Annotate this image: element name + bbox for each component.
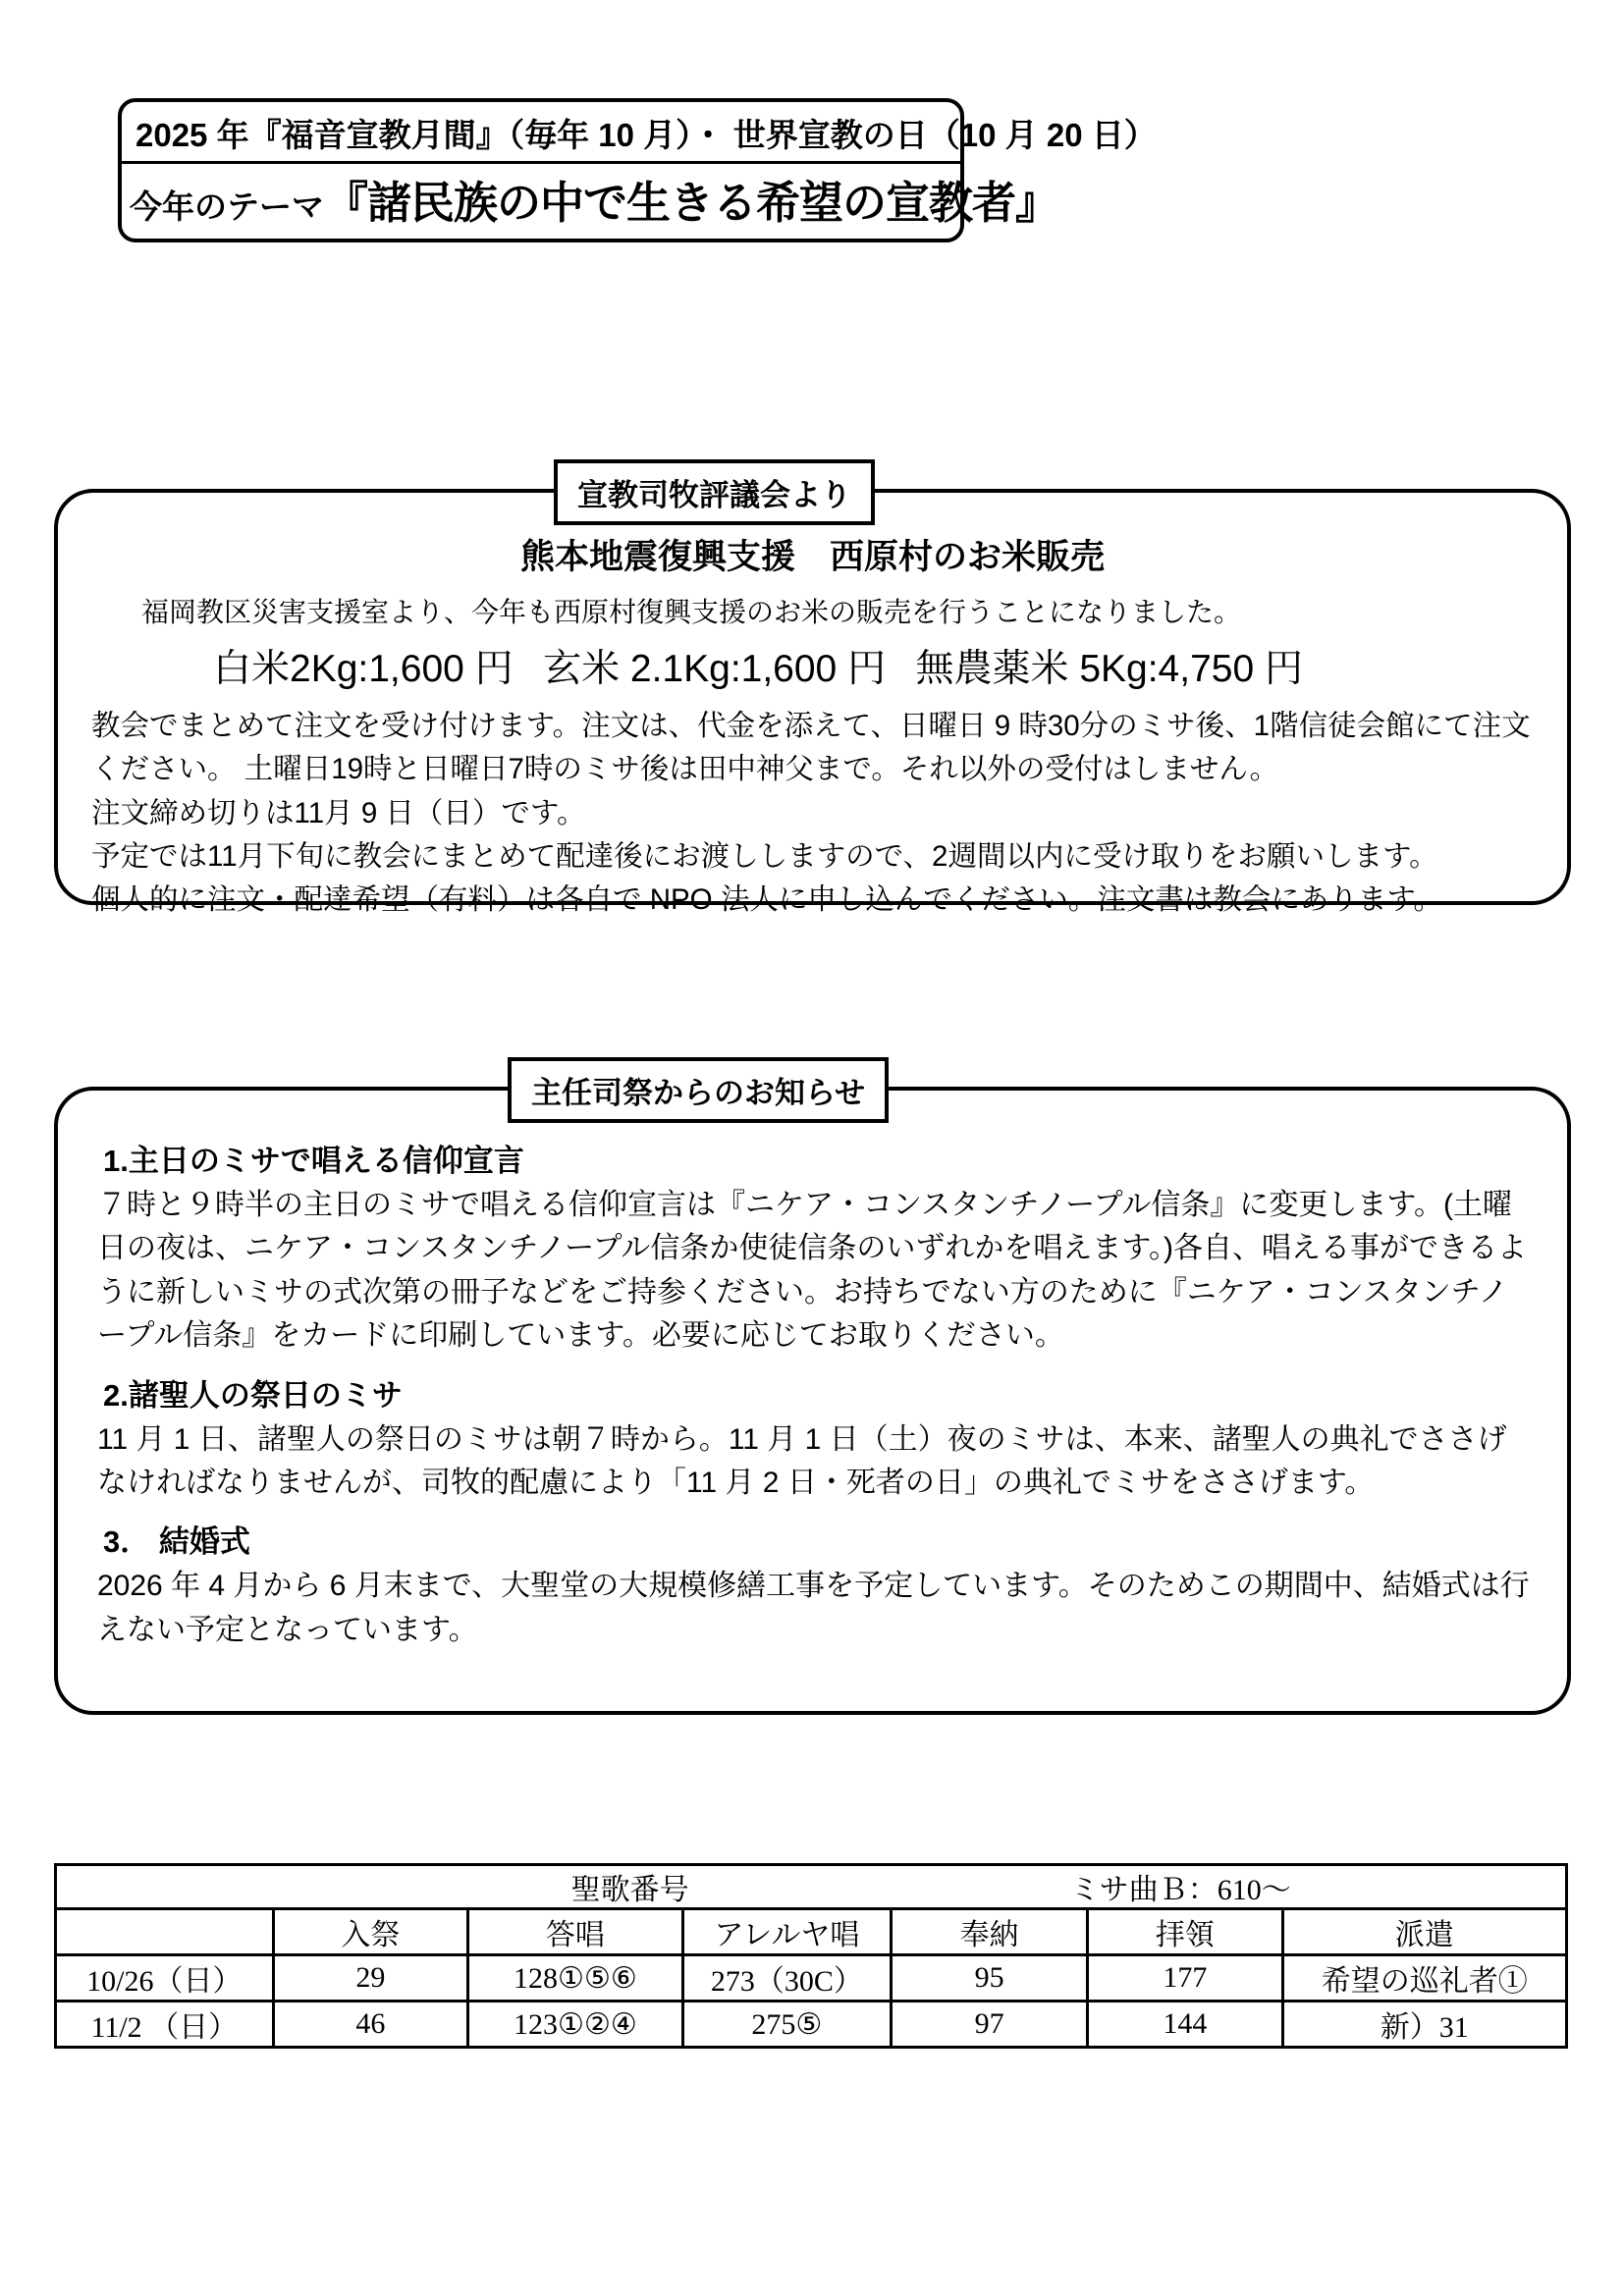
header-title: 2025 年『福音宣教月間』（毎年 10 月）・ 世界宣教の日（10 月 20 日）: [122, 102, 960, 164]
notice-item-heading: 1.主日のミサで唱える信仰宣言: [103, 1144, 524, 1178]
cell-responsorial: 123①②④: [468, 2002, 683, 2048]
cell-dismissal: 新）31: [1282, 2002, 1566, 2048]
hymn-number-label: 聖歌番号: [570, 1874, 689, 1906]
mass-setting-label: ミサ曲Ｂ：610～: [1069, 1874, 1291, 1906]
table-row: [56, 1955, 1567, 2002]
section1-paragraph: 注文締め切りは11月 9 日（日）です。: [91, 796, 586, 829]
hymn-table: [54, 1863, 1568, 2049]
cell-entrance: 29: [273, 1955, 468, 2002]
price-line: [213, 638, 1303, 693]
col-header-entrance: 入祭: [273, 1909, 468, 1955]
cell-date: 11/2 （日）: [56, 2002, 274, 2048]
notice-item-heading: 2.諸聖人の祭日のミサ: [103, 1377, 403, 1413]
section1-paragraph: 教会でまとめて注文を受け付けます。注文は、代金を添えて、日曜日 9 時30分のミサ後、1階信徒会館にて注文ください。 土曜日19時と日曜日7時のミサ後は田中神父まで。それ以外の受付はしません。: [91, 710, 1531, 786]
cell-entrance: 46: [273, 2002, 468, 2048]
table-row: [56, 2002, 1567, 2048]
notice-item-body: ７時と９時半の主日のミサで唱える信仰宣言は『ニケア・コンスタンチノープル信条』に変更します。(土曜日の夜は、ニケア・コンスタンチノープル信条か使徒信条のいずれかを唱えます。)各自、唱える事ができるように新しいミサの式次第の冊子などをご持参ください。お持ちでない方のために『ニケア・コンスタンチノープル信条』をカードに印刷しています。必要に応じてお取りください。: [97, 1189, 1527, 1353]
cell-dismissal: 希望の巡礼者①: [1282, 1955, 1566, 2002]
price-white-rice: 白米2Kg:1,600 円: [213, 648, 514, 690]
col-header-offertory: 奉納: [892, 1909, 1088, 1955]
header-box: [118, 98, 1157, 242]
section-priest-notice: [54, 1076, 1571, 1715]
section1-paragraph: 予定では11月下旬に教会にまとめて配達後にお渡ししますので、2週間以内に受け取りをお願いします。: [91, 839, 1438, 873]
cell-alleluia: 275⑤: [682, 2002, 891, 2048]
section1-badge: 宣教司牧評議会より: [554, 459, 875, 525]
notice-item-body: 2026 年 4 月から 6 月末まで、大聖堂の大規模修繕工事を予定しています。そのためこの期間中、結婚式は行えない予定となっています。: [97, 1570, 1530, 1646]
notice-item: [97, 1517, 1530, 1652]
col-header-communion: 拝領: [1088, 1909, 1283, 1955]
table-top-row: [56, 1865, 1567, 1909]
table-header-row: [56, 1909, 1567, 1955]
notice-item-heading: 3． 結婚式: [103, 1524, 250, 1560]
theme-text: 『諸民族の中で生きる希望の宣教者』: [324, 178, 1059, 228]
section1-paragraph: 個人的に注文・配達希望（有料）は各自で NPO 法人に申し込んでください。注文書は教会にあります。: [91, 883, 1442, 916]
cell-responsorial: 128①⑤⑥: [468, 1955, 683, 2002]
col-header-dismissal: 派遣: [1282, 1909, 1566, 1955]
notice-item-body: 11 月 1 日、諸聖人の祭日のミサは朝７時から。11 月 1 日（土）夜のミサは、本来、諸聖人の典礼でささげなければなりませんが、司牧的配慮により「11 月 2 日・死者の日」の典礼でミサをささげます。: [97, 1422, 1507, 1499]
cell-date: 10/26（日）: [56, 1955, 274, 2002]
price-brown-rice: 玄米 2.1Kg:1,600 円: [543, 648, 887, 690]
cell-offertory: 97: [892, 2002, 1088, 2048]
table-top-cell: [56, 1865, 1567, 1909]
col-header-responsorial: 答唱: [468, 1909, 683, 1955]
notice-item: [97, 1136, 1530, 1359]
cell-communion: 144: [1088, 2002, 1283, 2048]
section2-badge: 主任司祭からのお知らせ: [508, 1057, 889, 1123]
header-theme: [122, 164, 1059, 239]
section2-content: [58, 1091, 1567, 1652]
col-header-alleluia: アレルヤ唱: [682, 1909, 891, 1955]
col-header-date: [56, 1909, 274, 1955]
cell-alleluia: 273（30C）: [682, 1955, 891, 2002]
section1-intro: 福岡教区災害支援室より、今年も西原村復興支援のお米の販売を行うことになりました。: [141, 597, 1242, 627]
section1-title: 熊本地震復興支援 西原村のお米販売: [519, 538, 1105, 576]
section1-body: [58, 699, 1567, 922]
cell-communion: 177: [1088, 1955, 1283, 2002]
section-rice-sale: [54, 478, 1571, 916]
notice-item: [97, 1370, 1530, 1506]
theme-label: 今年のテーマ: [130, 188, 324, 225]
cell-offertory: 95: [892, 1955, 1088, 2002]
price-organic-rice: 無農薬米 5Kg:4,750 円: [915, 648, 1303, 690]
